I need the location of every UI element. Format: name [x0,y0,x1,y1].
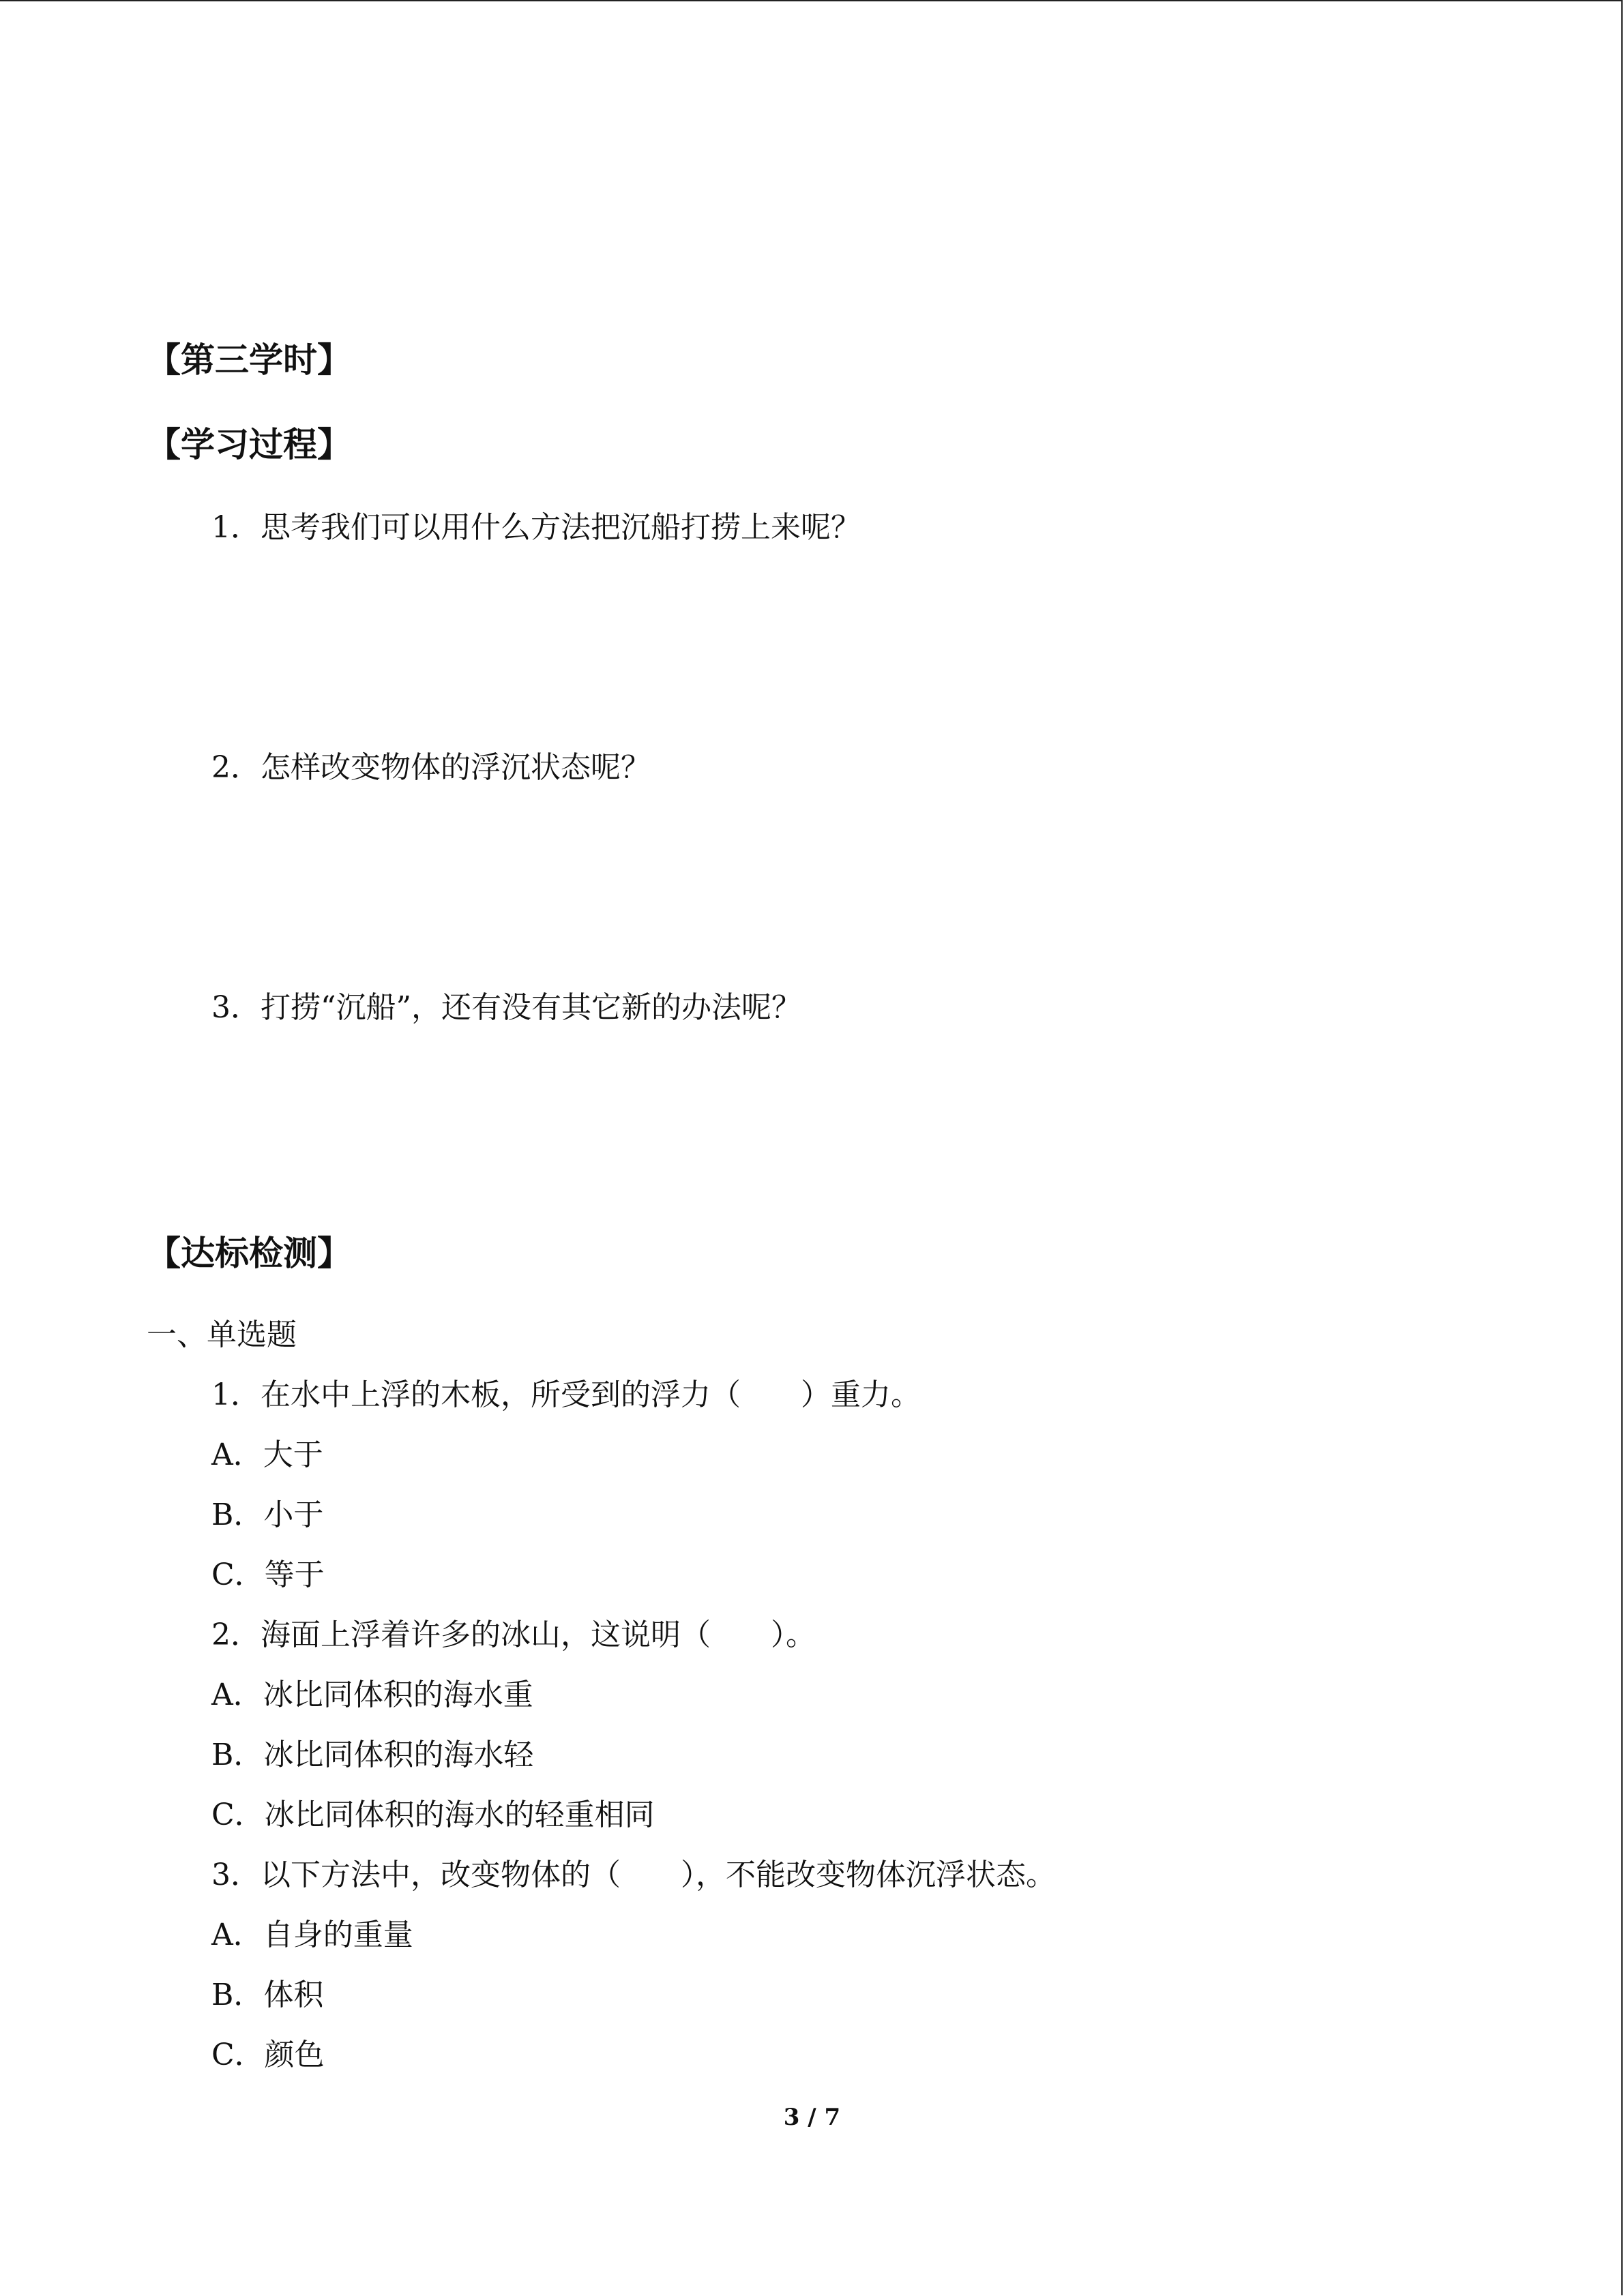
process-question-2: 2．怎样改变物体的浮沉状态呢？ [211,750,651,785]
question-2-option-a: A．冰比同体积的海水重 [211,1678,533,1712]
question-2-stem: 2．海面上浮着许多的冰山，这说明（ ）。 [211,1617,816,1652]
section-label-single-choice: 一、单选题 [147,1317,297,1352]
question-3-option-c: C．颜色 [211,2038,325,2072]
assessment-title: 【达标检测】 [147,1233,351,1273]
question-1-option-c: C．等于 [211,1557,325,1592]
question-1-stem: 1．在水中上浮的木板，所受到的浮力（ ）重力。 [211,1377,921,1412]
question-2-option-c: C．冰比同体积的海水的轻重相同 [211,1798,655,1832]
page-number: 3 / 7 [783,2104,841,2131]
process-title: 【学习过程】 [147,424,351,464]
lesson-title: 【第三学时】 [147,340,351,380]
question-1-option-b: B．小于 [211,1497,324,1532]
question-2-option-b: B．冰比同体积的海水轻 [211,1738,534,1772]
process-question-1: 1．思考我们可以用什么方法把沉船打捞上来呢？ [211,510,861,545]
question-1-option-a: A．大于 [211,1437,323,1472]
question-3-option-b: B．体积 [211,1978,324,2012]
question-3-option-a: A．自身的重量 [211,1918,413,1952]
process-question-3: 3．打捞“沉船”，还有没有其它新的办法呢？ [211,990,801,1025]
question-3-stem: 3．以下方法中，改变物体的（ ），不能改变物体沉浮状态。 [211,1858,1056,1892]
